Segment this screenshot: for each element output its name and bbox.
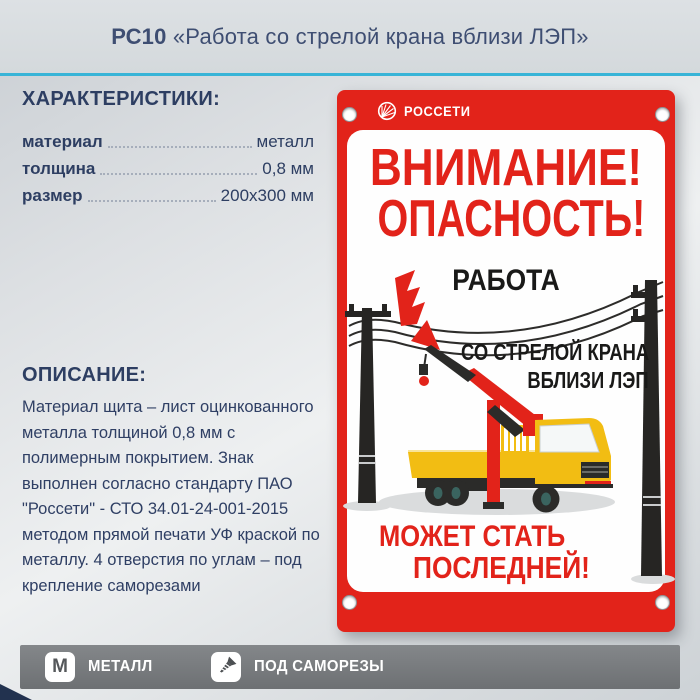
sign-headline-1: ВНИМАНИЕ!: [369, 139, 643, 197]
spec-table: [22, 125, 314, 206]
sign-warning-bottom-2: ПОСЛЕДНЕЙ!: [413, 550, 590, 585]
description-heading: ОПИСАНИЕ:: [22, 364, 147, 386]
description-text: Материал щита – лист оцинкованного металла толщиной 0,8 мм с полимерным покрытием. Знак выполнен согласно стандарту ПАО "Россети" - СТО 34.01-24-001-2015 методом прямой печати УФ краской по металлу. 4 отверстия по углам – под крепление саморезами: [22, 398, 320, 595]
sign-headline-2: ОПАСНОСТЬ!: [377, 190, 646, 248]
metal-label: МЕТАЛЛ: [88, 658, 153, 675]
power-pole-right-icon: [631, 280, 662, 576]
dotted-leader: [100, 172, 257, 175]
spec-value: металл: [256, 132, 314, 151]
header-bar: [0, 0, 700, 76]
description-section: [22, 364, 324, 599]
spec-value: 0,8 мм: [262, 159, 314, 178]
rosseti-logo-icon: [377, 101, 397, 121]
product-title: [111, 24, 588, 50]
mounting-hole-top-right: [655, 107, 670, 122]
sign-warning-bottom-1: МОЖЕТ СТАТЬ: [379, 520, 566, 553]
product-code: РС10: [111, 23, 167, 49]
characteristics-section: [22, 88, 314, 206]
warning-sign-plate: [337, 90, 675, 632]
brand-name: РОССЕТИ: [404, 103, 471, 119]
spec-label: толщина: [22, 159, 96, 178]
spec-row-size: [22, 179, 314, 206]
metal-icon-letter: М: [52, 656, 68, 677]
sign-subject-3: ВБЛИЗИ ЛЭП: [527, 367, 649, 393]
footer-bar: [20, 645, 680, 689]
mounting-hole-bottom-right: [655, 595, 670, 610]
dotted-leader: [108, 145, 252, 148]
spec-row-material: [22, 125, 314, 152]
sign-brand-row: [377, 101, 474, 121]
spec-value: 200x300 мм: [220, 186, 314, 205]
sign-subject-2: СО СТРЕЛОЙ КРАНА: [460, 339, 649, 365]
footer-item-screws: [211, 652, 394, 682]
characteristics-heading: ХАРАКТЕРИСТИКИ:: [22, 88, 221, 110]
spec-label: материал: [22, 132, 103, 151]
footer-item-metal: [45, 652, 157, 682]
sign-subject-1: РАБОТА: [452, 264, 560, 297]
screw-icon: [211, 652, 241, 682]
screws-label: ПОД САМОРЕЗЫ: [254, 658, 385, 675]
spec-label: размер: [22, 186, 83, 205]
mounting-hole-bottom-left: [342, 595, 357, 610]
metal-icon: [45, 652, 75, 682]
spec-row-thickness: [22, 152, 314, 179]
mounting-hole-top-left: [342, 107, 357, 122]
dotted-leader: [88, 199, 216, 202]
product-title-text: «Работа со стрелой крана вблизи ЛЭП»: [172, 23, 589, 49]
